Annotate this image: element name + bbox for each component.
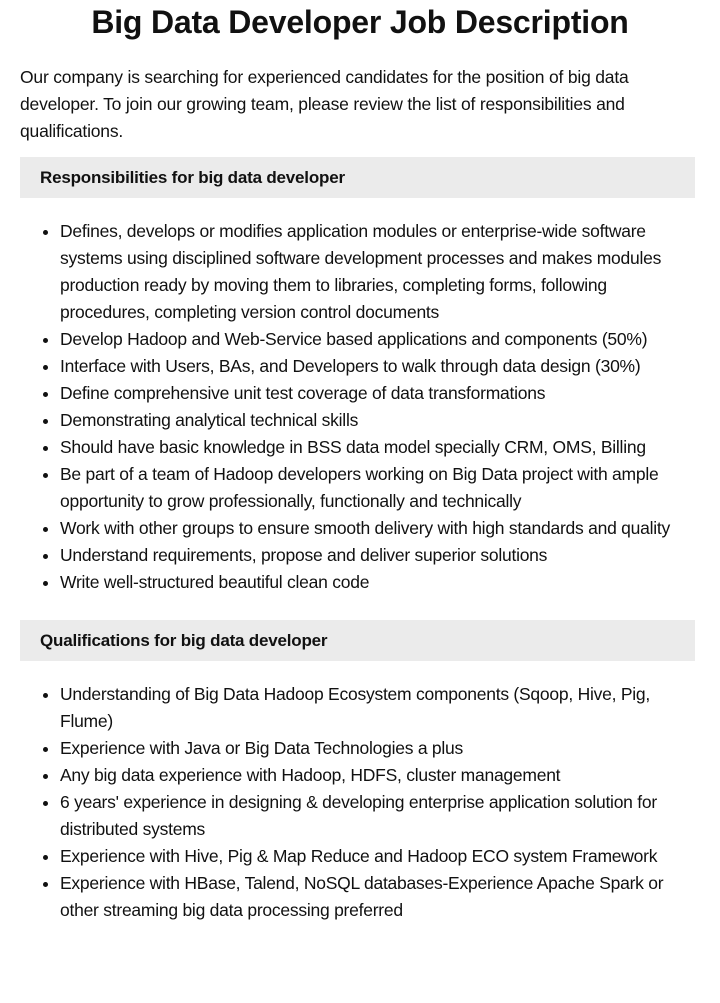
list-item: • Should have basic knowledge in BSS data model specially CRM, OMS, Billing — [60, 434, 695, 461]
list-item: • Understanding of Big Data Hadoop Ecosystem components (Sqoop, Hive, Pig, Flume) — [60, 681, 695, 735]
list-item: • Be part of a team of Hadoop developers working on Big Data project with ample opportunity to grow professionally, functionally and technically — [60, 461, 695, 515]
list-item: • Any big data experience with Hadoop, HDFS, cluster management — [60, 762, 695, 789]
qualifications-list — [0, 681, 695, 924]
list-item: • 6 years' experience in designing & developing enterprise application solution for distributed systems — [60, 789, 695, 843]
page-title: Big Data Developer Job Description — [91, 4, 629, 40]
qualifications-heading: Qualifications for big data developer — [20, 620, 695, 661]
list-item: • Experience with Hive, Pig & Map Reduce and Hadoop ECO system Framework — [60, 843, 695, 870]
list-item: • Experience with Java or Big Data Technologies a plus — [60, 735, 695, 762]
list-item: • Understand requirements, propose and deliver superior solutions — [60, 542, 695, 569]
list-item: • Work with other groups to ensure smooth delivery with high standards and quality — [60, 515, 695, 542]
intro-paragraph: Our company is searching for experienced candidates for the position of big data developer. To join our growing team, please review the list of responsibilities and qualifications. — [20, 67, 629, 141]
list-item: • Experience with HBase, Talend, NoSQL databases-Experience Apache Spark or other streaming big data processing preferred — [60, 870, 695, 924]
list-item: • Develop Hadoop and Web-Service based applications and components (50%) — [60, 326, 695, 353]
list-item: • Define comprehensive unit test coverage of data transformations — [60, 380, 695, 407]
responsibilities-list — [0, 218, 695, 596]
list-item: • Write well-structured beautiful clean code — [60, 569, 695, 596]
responsibilities-heading: Responsibilities for big data developer — [20, 157, 695, 198]
list-item: • Demonstrating analytical technical skills — [60, 407, 695, 434]
list-item: • Interface with Users, BAs, and Developers to walk through data design (30%) — [60, 353, 695, 380]
list-item: • Defines, develops or modifies application modules or enterprise-wide software systems using disciplined software development processes and makes modules production ready by moving them to libraries, completing forms, following procedures, completing version control documents — [60, 218, 695, 326]
